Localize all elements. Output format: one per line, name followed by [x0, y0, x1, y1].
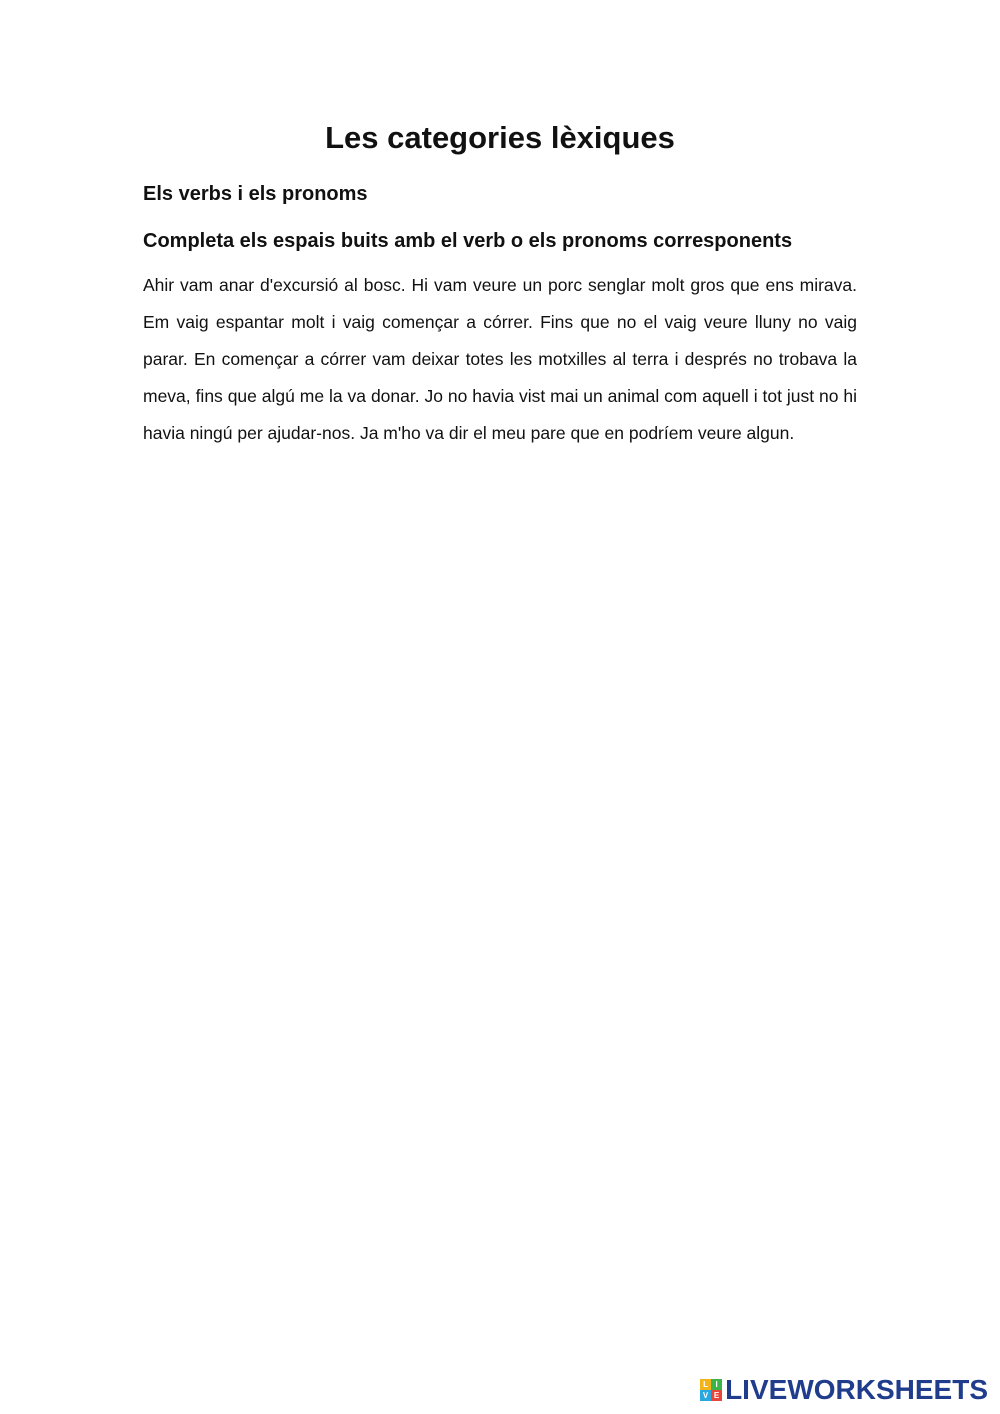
logo-mark-letter: L	[700, 1379, 711, 1390]
exercise-paragraph: Ahir vam anar d'excursió al bosc. Hi vam veure un porc senglar molt gros que ens mirava. Em vaig espantar molt i vaig començar a córrer. Fins que no el vaig veure lluny no vaig parar. En començar a córrer vam deixar totes les motxilles al terra i després no trobava la meva, fins que algú me la va donar. Jo no havia vist mai un animal com aquell i tot just no hi havia ningú per ajudar-nos. Ja m'ho va dir el meu pare que en podríem veure algun.	[143, 275, 857, 443]
logo-mark-letter: I	[711, 1379, 722, 1390]
logo-mark-letter: V	[700, 1390, 711, 1401]
logo-mark-letter: E	[711, 1390, 722, 1401]
exercise-instruction: Completa els espais buits amb el verb o els pronoms corresponents	[143, 230, 793, 252]
page-title: Les categories lèxiques	[325, 120, 675, 155]
liveworksheets-logo-icon	[700, 1379, 722, 1401]
liveworksheets-logo	[700, 1374, 988, 1406]
section-subtitle: Els verbs i els pronoms	[143, 183, 368, 205]
logo-wordmark: LIVEWORKSHEETS	[725, 1374, 988, 1405]
